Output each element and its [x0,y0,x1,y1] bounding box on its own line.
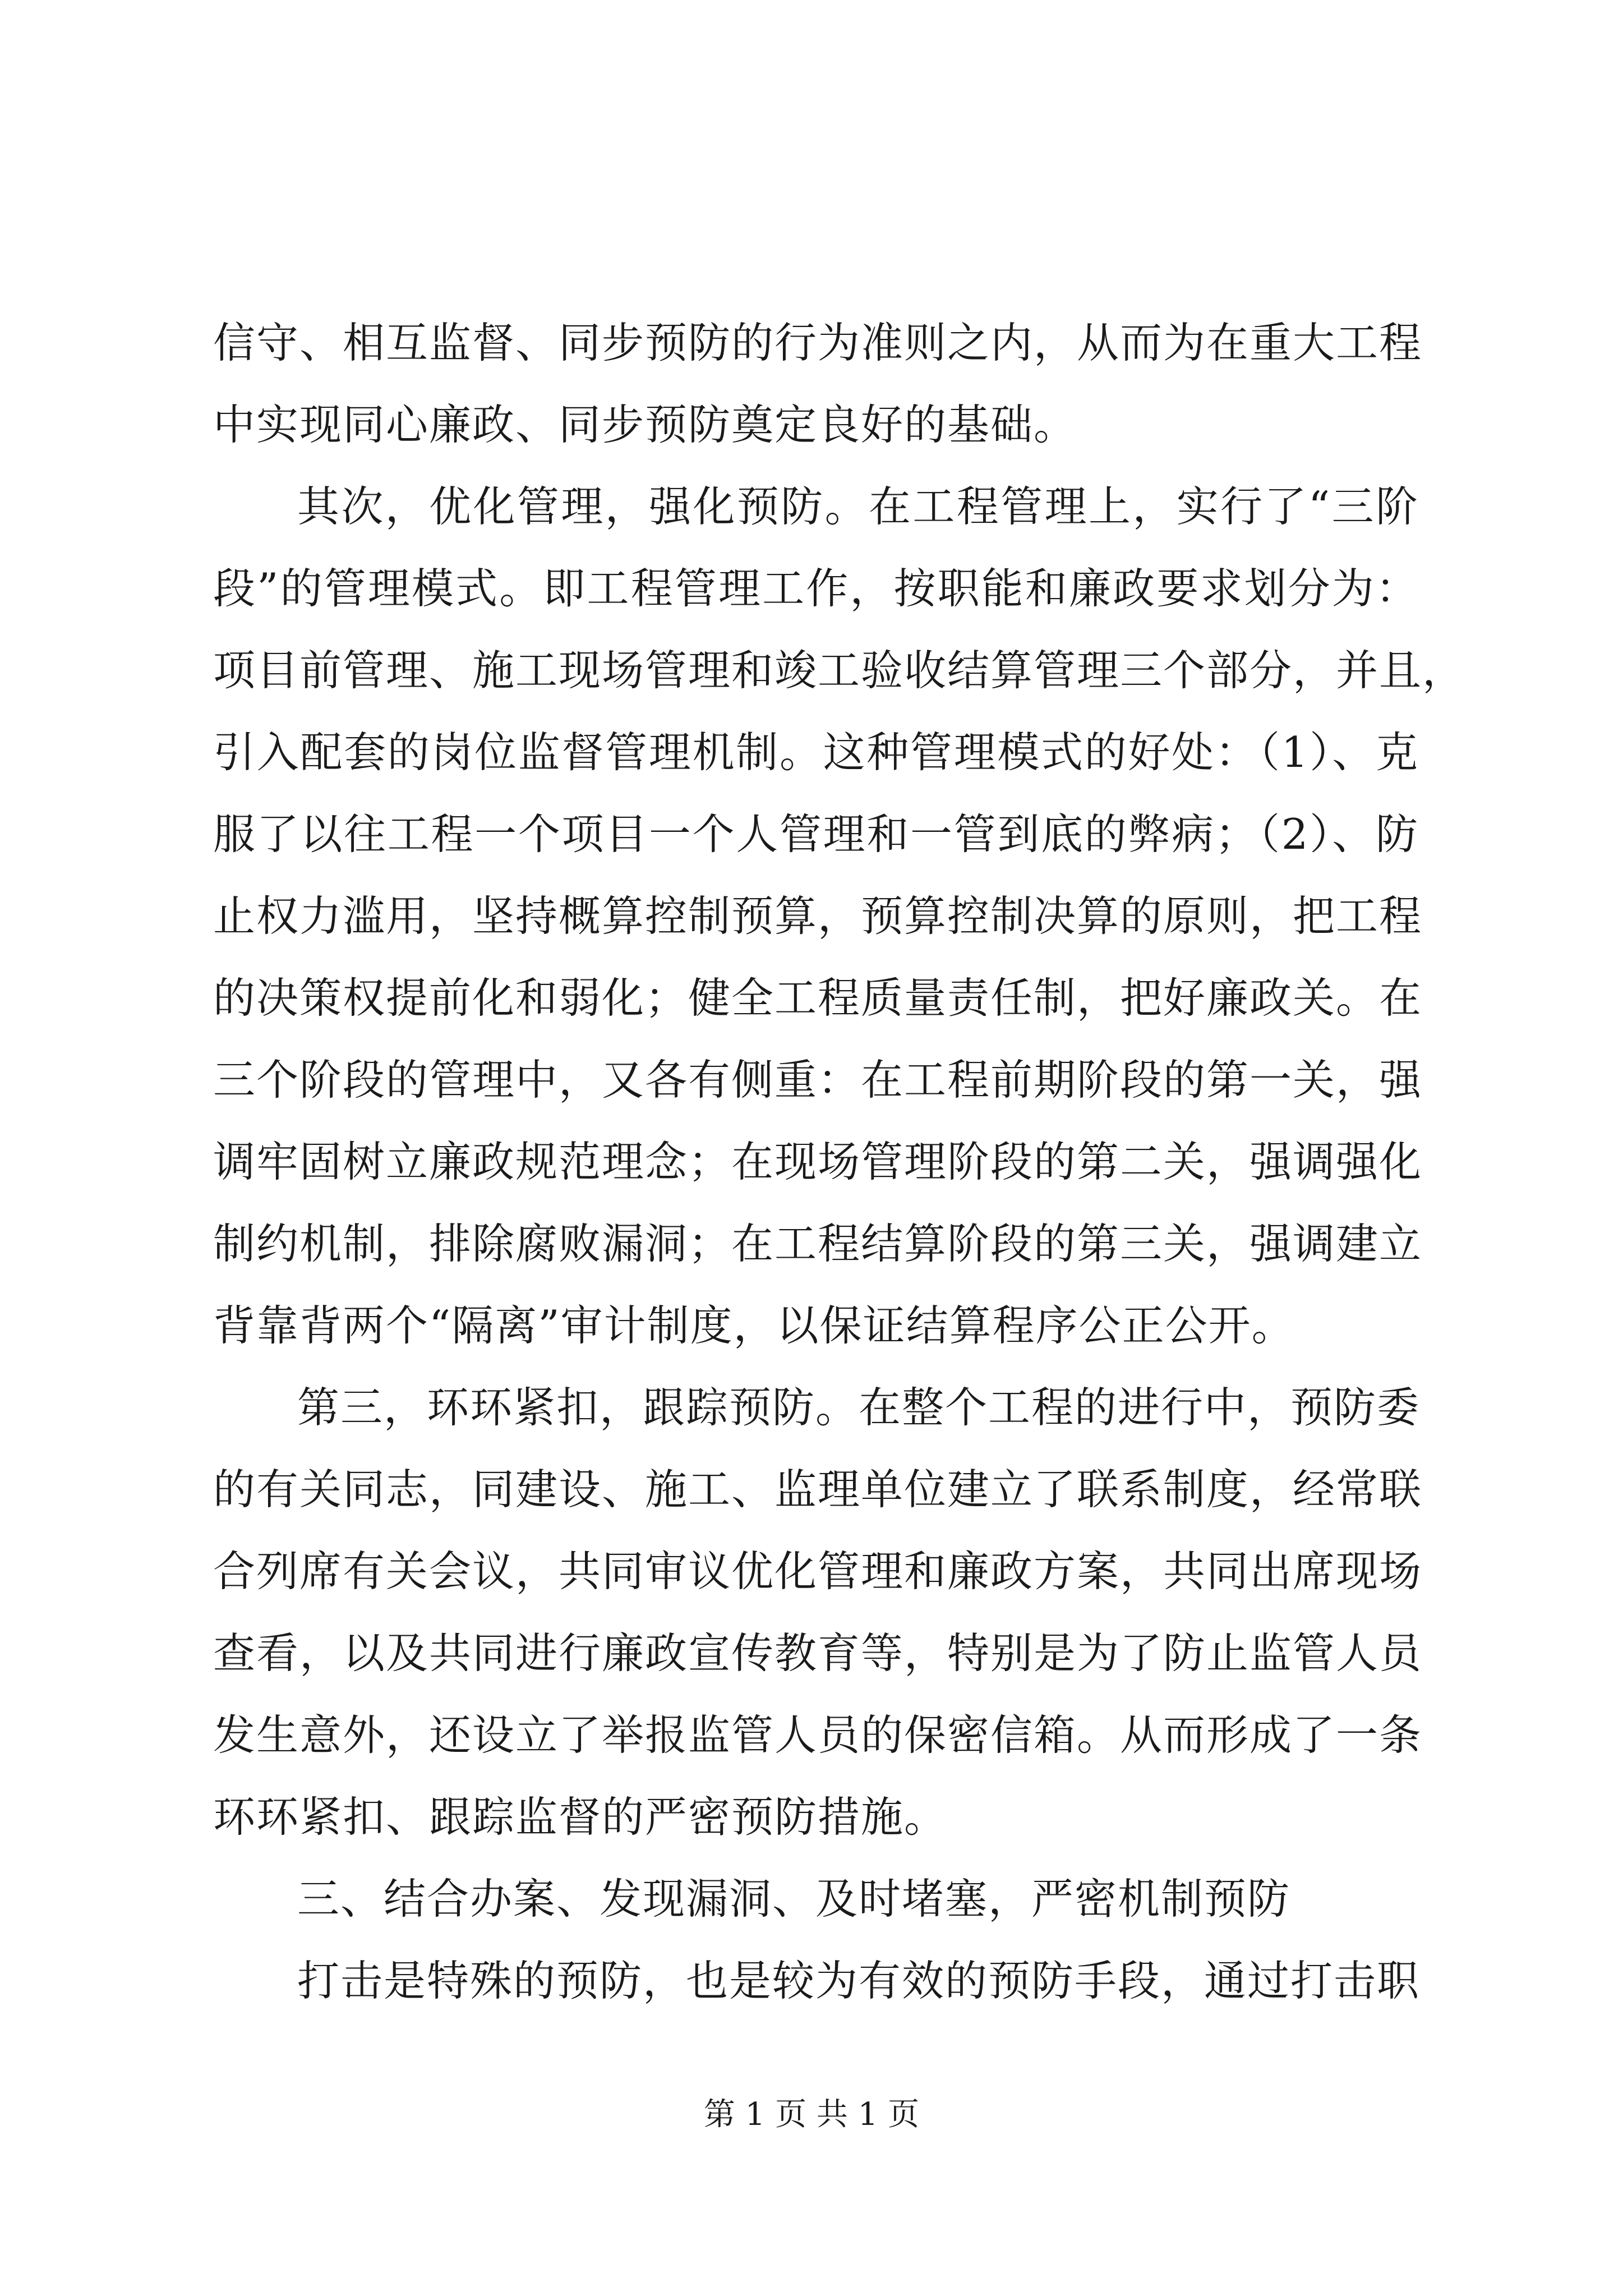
text-line: 止权力滥用，坚持概算控制预算，预算控制决算的原则，把工程 [213,891,1423,941]
text-line: 的有关同志，同建设、施工、监理单位建立了联系制度，经常联 [213,1465,1423,1514]
page-number-label: 第 1 页 共 1 页 [703,2096,920,2133]
text-line: 引入配套的岗位监督管理机制。这种管理模式的好处：（1）、克 [213,728,1419,777]
text-line: 服了以往工程一个项目一个人管理和一管到底的弊病；（2）、防 [213,809,1419,859]
text-line: 的决策权提前化和弱化；健全工程质量责任制，把好廉政关。在 [213,973,1423,1023]
text-line: 其次，优化管理，强化预防。在工程管理上，实行了“三阶 [297,482,1419,531]
text-line: 合列席有关会议，共同审议优化管理和廉政方案，共同出席现场 [213,1547,1423,1596]
text-line: 第三，环环紧扣，跟踪预防。在整个工程的进行中，预防委 [297,1383,1421,1432]
text-line: 查看，以及共同进行廉政宣传教育等，特别是为了防止监管人员 [213,1628,1423,1678]
text-line: 信守、相互监督、同步预防的行为准则之内，从而为在重大工程 [213,318,1423,367]
page-footer [0,2092,1623,2137]
text-line: 调牢固树立廉政规范理念；在现场管理阶段的第二关，强调强化 [213,1137,1423,1186]
text-line: 打击是特殊的预防，也是较为有效的预防手段，通过打击职 [297,1956,1421,2005]
text-line: 段”的管理模式。即工程管理工作，按职能和廉政要求划分为： [213,564,1419,613]
text-line: 背靠背两个“隔离”审计制度，以保证结算程序公正公开。 [213,1301,1295,1350]
section-heading: 三、结合办案、发现漏洞、及时堵塞，严密机制预防 [297,1874,1291,1924]
text-line: 三个阶段的管理中，又各有侧重：在工程前期阶段的第一关，强 [213,1055,1423,1105]
text-line: 发生意外，还设立了举报监管人员的保密信箱。从而形成了一条 [213,1710,1423,1760]
text-line: 项目前管理、施工现场管理和竣工验收结算管理三个部分，并且， [213,646,1466,695]
text-line: 中实现同心廉政、同步预防奠定良好的基础。 [213,400,1077,449]
text-line: 制约机制，排除腐败漏洞；在工程结算阶段的第三关，强调建立 [213,1219,1423,1268]
text-line: 环环紧扣、跟踪监督的严密预防措施。 [213,1792,948,1842]
document-body [213,302,1466,2022]
